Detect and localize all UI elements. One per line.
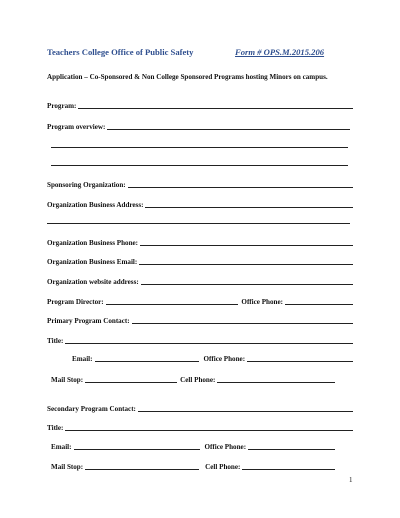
primary-mailstop-row [51, 374, 335, 385]
primary-office-phone-label: Office Phone: [203, 355, 246, 363]
primary-contact-row [47, 315, 353, 326]
program-director-row [47, 296, 353, 307]
secondary-title-label: Title: [47, 424, 64, 432]
org-phone-field[interactable] [140, 245, 353, 246]
org-website-label: Organization website address: [47, 278, 139, 286]
program-director-label: Program Director: [47, 298, 104, 306]
org-website-field[interactable] [141, 284, 353, 285]
program-label: Program: [47, 102, 77, 110]
secondary-cell-phone-field[interactable] [242, 469, 335, 470]
secondary-office-phone-field[interactable] [248, 449, 335, 450]
secondary-contact-label: Secondary Program Contact: [47, 405, 136, 413]
program-director-field[interactable] [106, 304, 239, 305]
secondary-office-phone-label: Office Phone: [204, 443, 247, 451]
director-office-phone-label: Office Phone: [241, 298, 283, 306]
program-overview-field[interactable] [107, 129, 350, 130]
program-row [47, 100, 353, 111]
sponsoring-org-row [47, 179, 353, 190]
page-number: 1 [349, 476, 353, 484]
secondary-contact-row [47, 403, 353, 414]
primary-cell-phone-field[interactable] [217, 382, 335, 383]
secondary-email-label: Email: [51, 443, 72, 451]
org-address-row [47, 199, 353, 210]
secondary-mailstop-label: Mail Stop: [51, 463, 84, 471]
secondary-email-row [51, 441, 335, 452]
office-heading: Teachers College Office of Public Safety [47, 47, 194, 57]
program-overview-row [47, 121, 350, 132]
program-overview-line-2[interactable] [51, 147, 348, 148]
primary-contact-label: Primary Program Contact: [47, 317, 130, 325]
secondary-cell-phone-label: Cell Phone: [205, 463, 241, 471]
secondary-email-field[interactable] [74, 449, 200, 450]
primary-email-label: Email: [72, 355, 93, 363]
primary-email-field[interactable] [95, 361, 199, 362]
secondary-mailstop-row [51, 461, 335, 472]
program-field[interactable] [78, 108, 353, 109]
secondary-title-row [47, 422, 353, 433]
form-number: Form # OPS.M.2015.206 [235, 47, 325, 57]
org-email-label: Organization Business Email: [47, 258, 138, 266]
primary-cell-phone-label: Cell Phone: [180, 376, 216, 384]
primary-contact-field[interactable] [132, 323, 353, 324]
program-overview-label: Program overview: [47, 123, 106, 131]
form-title: Application – Co-Sponsored & Non College Sponsored Programs hosting Minors on campus. [47, 73, 328, 81]
director-office-phone-field[interactable] [285, 304, 353, 305]
org-email-field[interactable] [139, 264, 353, 265]
org-phone-label: Organization Business Phone: [47, 239, 139, 247]
secondary-mailstop-field[interactable] [85, 469, 199, 470]
org-website-row [47, 276, 353, 287]
primary-title-field[interactable] [65, 343, 353, 344]
org-address-line-2[interactable] [47, 223, 350, 224]
primary-mailstop-label: Mail Stop: [51, 376, 84, 384]
primary-email-row [72, 353, 353, 364]
org-address-label: Organization Business Address: [47, 201, 144, 209]
primary-mailstop-field[interactable] [85, 382, 177, 383]
secondary-contact-field[interactable] [138, 411, 353, 412]
primary-title-row [47, 335, 353, 346]
sponsoring-org-field[interactable] [128, 187, 353, 188]
sponsoring-org-label: Sponsoring Organization: [47, 181, 126, 189]
org-address-field[interactable] [145, 207, 353, 208]
secondary-title-field[interactable] [65, 430, 353, 431]
primary-title-label: Title: [47, 337, 64, 345]
org-phone-row [47, 237, 353, 248]
primary-office-phone-field[interactable] [247, 361, 353, 362]
org-email-row [47, 256, 353, 267]
program-overview-line-3[interactable] [51, 165, 348, 166]
